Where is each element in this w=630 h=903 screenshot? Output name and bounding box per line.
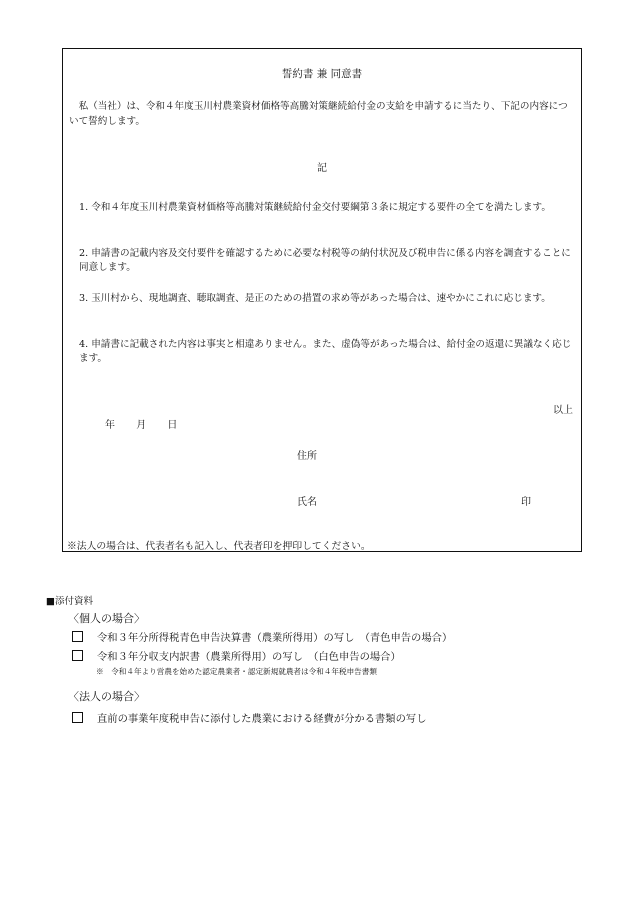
corporate-heading: 〈法人の場合〉 bbox=[68, 690, 145, 703]
checklist-item-label: 直前の事業年度税申告に添付した農業における経費が分かる書類の写し bbox=[97, 713, 427, 725]
individual-heading: 〈個人の場合〉 bbox=[68, 612, 145, 625]
document-title: 誓約書 兼 同意書 bbox=[281, 68, 363, 80]
corporate-note: ※法人の場合は、代表者名も記入し、代表者印を押印してください。 bbox=[67, 541, 371, 552]
pledge-item: 1. 令和４年度玉川村農業資材価格等高騰対策継続給付金交付要綱第３条に規定する要件の全てを満たします。 bbox=[79, 202, 551, 213]
checkbox-icon[interactable] bbox=[72, 712, 83, 723]
intro-paragraph: 私（当社）は、令和４年度玉川村農業資材価格等高騰対策継続給付金の支給を申請するに当たり、下記の内容について誓約します。 bbox=[69, 101, 568, 127]
pledge-box bbox=[62, 48, 582, 552]
pledge-item: 4. 申請書に記載された内容は事実と相違ありません。また、虚偽等があった場合は、給付金の返還に異議なく応じます。 bbox=[79, 339, 572, 364]
checklist-item-label: 令和３年分所得税青色申告決算書（農業所得用）の写し （青色申告の場合） bbox=[97, 632, 453, 644]
checklist-item bbox=[72, 648, 401, 663]
pledge-item: 3. 玉川村から、現地調査、聴取調査、是正のための措置の求め等があった場合は、速やかにこれに応じます。 bbox=[79, 293, 551, 304]
checklist-item-label: 令和３年分収支内訳書（農業所得用）の写し （白色申告の場合） bbox=[97, 651, 401, 663]
checkbox-icon[interactable] bbox=[72, 631, 83, 642]
pledge-item: 2. 申請書の記載内容及交付要件を確認するために必要な村税等の納付状況及び税申告に係る内容を調査することに同意します。 bbox=[79, 248, 571, 273]
checklist-item bbox=[72, 710, 427, 725]
address-label: 住所 bbox=[297, 451, 317, 462]
date-day-label: 日 bbox=[167, 420, 178, 431]
ijo-text: 以上 bbox=[553, 405, 573, 416]
checkbox-icon[interactable] bbox=[72, 650, 83, 661]
date-year-label: 年 bbox=[105, 420, 115, 431]
ki-heading: 記 bbox=[317, 163, 327, 174]
name-label: 氏名 bbox=[297, 497, 317, 508]
date-line bbox=[105, 416, 195, 431]
seal-label: 印 bbox=[521, 497, 531, 508]
individual-note: ※ 令和４年より営農を始めた認定農業者・認定新規就農者は令和４年税申告書類 bbox=[96, 667, 377, 676]
date-month-label: 月 bbox=[136, 420, 147, 431]
checklist-item bbox=[72, 629, 452, 644]
attachments-heading: ■添付資料 bbox=[46, 596, 93, 607]
